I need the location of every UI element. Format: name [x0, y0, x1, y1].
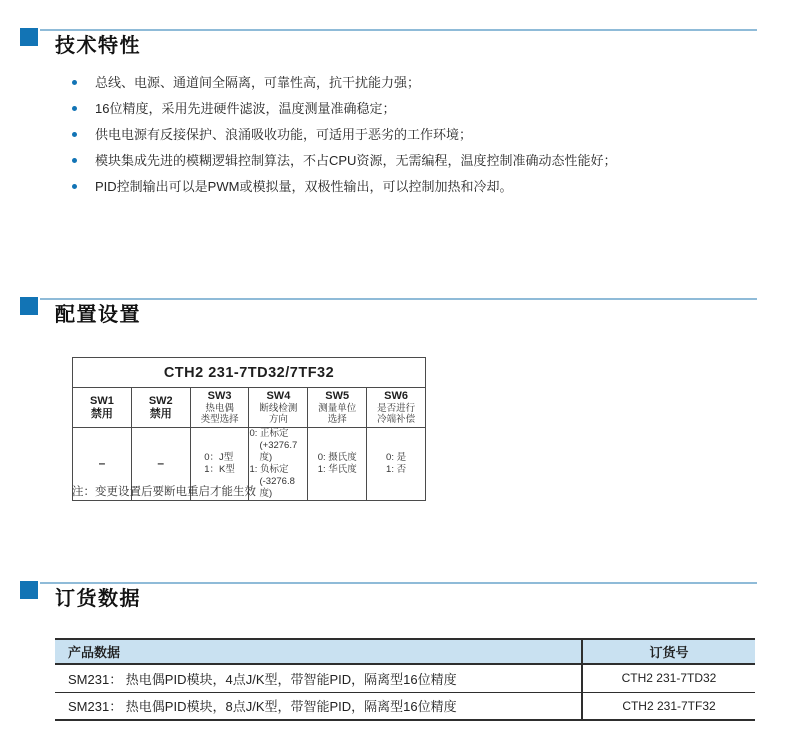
ordering-header-orderno: 订货号 — [582, 639, 755, 664]
section-hairline — [40, 29, 757, 31]
bullet-dot-icon — [72, 106, 77, 111]
sw-sublabel: 测量单位 — [318, 403, 357, 414]
sw-label: SW3 — [207, 390, 232, 402]
section-header-ordering — [0, 581, 800, 610]
value-line: 0: 是 — [386, 452, 407, 463]
config-col-sw2 — [131, 388, 190, 428]
ordering-table-header-row — [55, 639, 755, 664]
value-line: 0: 正标定 — [249, 428, 289, 439]
feature-bullet-list — [72, 76, 616, 206]
sw-label: SW1 — [89, 394, 114, 407]
config-col-sw3 — [190, 388, 249, 428]
feature-bullet-text: PID控制输出可以是PWM或模拟量，双极性输出，可以控制加热和冷却。 — [95, 179, 513, 194]
sw-sublabel: 冷端补偿 — [377, 414, 416, 425]
sw-sublabel: 选择 — [327, 414, 347, 425]
feature-bullet-text: 16位精度，采用先进硬件滤波，温度测量准确稳定； — [95, 101, 396, 116]
value-line: 1: 否 — [386, 464, 407, 475]
sw-label: SW4 — [266, 390, 291, 402]
ordering-orderno-cell: CTH2 231-7TF32 — [582, 692, 755, 720]
feature-bullet — [72, 154, 616, 168]
table-row — [55, 664, 755, 692]
config-note: 注：变更设置后要断电重启才能生效 — [72, 486, 256, 498]
value-line: 1: 负标定 — [249, 464, 289, 475]
feature-bullet — [72, 128, 616, 142]
section-marker-square — [20, 581, 38, 599]
bullet-dot-icon — [72, 158, 77, 163]
config-value-sw5 — [308, 428, 367, 501]
section-marker-square — [20, 28, 38, 46]
table-row — [55, 692, 755, 720]
sw-sublabel: 类型选择 — [200, 414, 239, 425]
value-line: – — [98, 456, 106, 470]
section-title-features: 技术特性 — [55, 35, 141, 57]
section-marker-square — [20, 297, 38, 315]
sw-sublabel: 方向 — [268, 414, 288, 425]
config-table-title: CTH2 231-7TD32/7TF32 — [73, 358, 426, 388]
config-col-sw5 — [308, 388, 367, 428]
bullet-dot-icon — [72, 80, 77, 85]
ordering-orderno-cell: CTH2 231-7TD32 — [582, 664, 755, 692]
bullet-dot-icon — [72, 132, 77, 137]
section-hairline — [40, 582, 757, 584]
feature-bullet-text: 模块集成先进的模糊逻辑控制算法，不占CPU资源，无需编程，温度控制准确动态性能好； — [95, 153, 617, 168]
sw-sublabel: 断线检测 — [259, 403, 298, 414]
ordering-product-cell: SM231： 热电偶PID模块，8点J/K型，带智能PID，隔离型16位精度 — [55, 692, 582, 720]
ordering-header-product: 产品数据 — [55, 639, 582, 664]
sw-sublabel: 是否进行 — [377, 403, 416, 414]
sw-sublabel: 禁用 — [149, 407, 172, 420]
sw-label: SW6 — [384, 390, 408, 402]
config-value-sw6 — [367, 428, 426, 501]
ordering-table — [55, 638, 755, 721]
feature-bullet — [72, 180, 616, 194]
feature-bullet-text: 总线、电源、通道间全隔离，可靠性高，抗干扰能力强； — [95, 75, 421, 90]
value-line: 1：K型 — [204, 464, 235, 475]
sw-sublabel: 禁用 — [90, 407, 113, 420]
value-line: (+3276.7度) — [259, 440, 298, 463]
config-col-sw1 — [73, 388, 132, 428]
section-title-ordering: 订货数据 — [55, 588, 141, 610]
feature-bullet — [72, 102, 616, 116]
value-line: 0：J型 — [204, 452, 234, 463]
config-value-sw4 — [249, 428, 308, 501]
sw-label: SW5 — [325, 390, 350, 402]
value-line: (-3276.8度) — [259, 476, 295, 499]
value-line: 1: 华氏度 — [317, 464, 357, 475]
value-line: 0: 摄氏度 — [317, 452, 357, 463]
value-line: – — [157, 456, 165, 470]
config-col-sw4 — [249, 388, 308, 428]
bullet-dot-icon — [72, 184, 77, 189]
config-table-header-row — [73, 388, 426, 428]
sw-sublabel: 热电偶 — [205, 403, 234, 414]
section-header-config — [0, 297, 800, 326]
config-col-sw6 — [367, 388, 426, 428]
section-header-features — [0, 28, 800, 57]
feature-bullet-text: 供电电源有反接保护、浪涌吸收功能，可适用于恶劣的工作环境； — [95, 127, 473, 142]
sw-label: SW2 — [148, 394, 173, 407]
feature-bullet — [72, 76, 616, 90]
section-title-config: 配置设置 — [55, 304, 141, 326]
section-hairline — [40, 298, 757, 300]
config-table — [72, 357, 426, 501]
config-table-title-row — [73, 358, 426, 388]
ordering-product-cell: SM231： 热电偶PID模块，4点J/K型，带智能PID，隔离型16位精度 — [55, 664, 582, 692]
